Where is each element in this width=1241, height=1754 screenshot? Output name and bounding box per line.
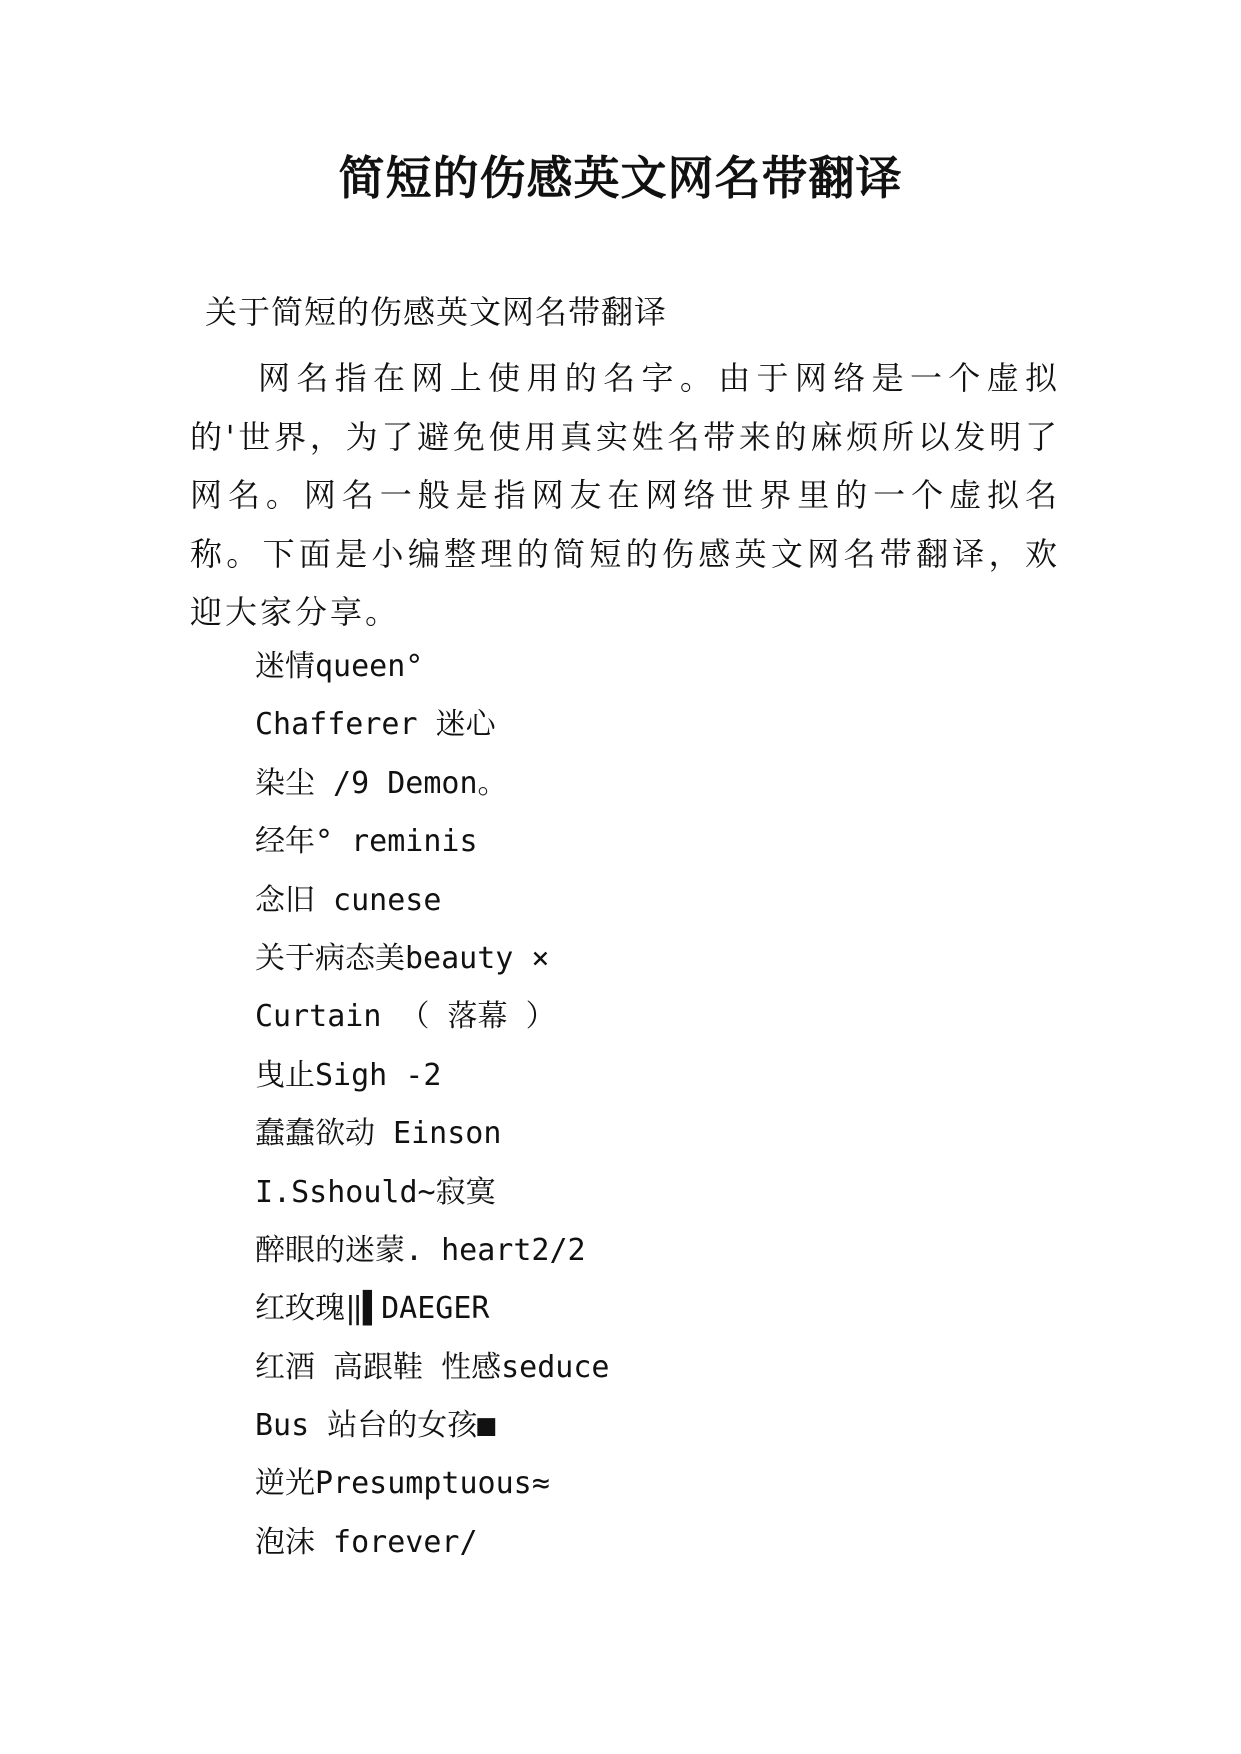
list-item: 红酒 高跟鞋 性感seduce [255, 1349, 610, 1385]
list-item: Curtain （ 落幕 ） [255, 999, 556, 1035]
list-item: 迷情queen° [255, 649, 424, 684]
list-item: 经年° reminis [255, 824, 478, 860]
list-item: 染尘 /9 Demon。 [255, 765, 508, 801]
list-item: 蠢蠢欲动 Einson [255, 1116, 502, 1152]
list-item: 红玫瑰‖▌DAEGER [255, 1291, 490, 1327]
list-item: 醉眼的迷蒙. heart2/2 [255, 1232, 586, 1268]
list-item: 泡沫 forever/ [255, 1524, 478, 1560]
intro-paragraph: 网名指在网上使用的名字。由于网络是一个虚拟的'世界，为了避免使用真实姓名带来的麻烦所以发明了网名。网名一般是指网友在网络世界里的一个虚拟名称。下面是小编整理的简短的伤感英文网名带翻译，欢迎大家分享。 [190, 359, 1060, 631]
list-item: I.Sshould~寂寞 [255, 1174, 496, 1210]
document-title: 简短的伤感英文网名带翻译 [338, 151, 903, 205]
list-item: 关于病态美beauty × [255, 940, 550, 976]
document-subtitle: 关于简短的伤感英文网名带翻译 [205, 293, 668, 331]
list-item: 逆光Presumptuous≈ [255, 1466, 550, 1502]
list-item: Chafferer 迷心 [255, 707, 496, 743]
nickname-list [255, 638, 610, 1572]
list-item: 曳止Sigh -2 [255, 1057, 442, 1093]
list-item: Bus 站台的女孩■ [255, 1408, 496, 1444]
list-item: 念旧 cunese [255, 882, 442, 918]
